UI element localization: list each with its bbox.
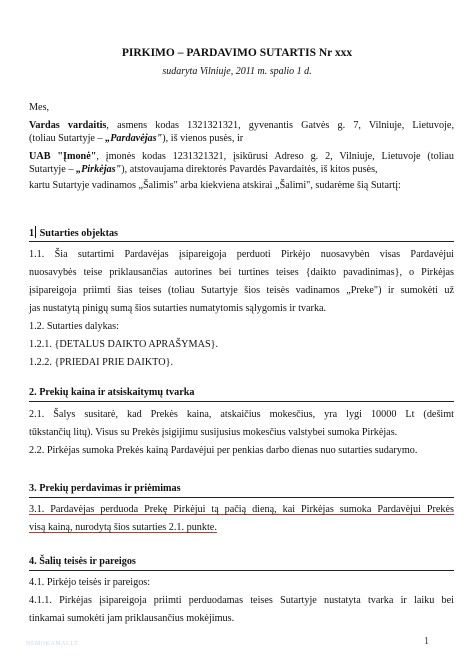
document-subtitle: sudaryta Vilniuje, 2011 m. spalio 1 d. — [162, 66, 312, 77]
buyer-name: UAB "Įmonė" — [29, 151, 97, 162]
buyer-role-suffix: ), atstovaujama direktorės Pavardės Pavardaitės, iš kitos pusės, — [121, 164, 378, 175]
clause-4-1-1-line2: tinkamai sumokėti jam priklausančius mokėjimus. — [29, 613, 235, 624]
section-1-number: 1 — [29, 228, 35, 239]
heading-underline — [29, 241, 454, 242]
clause-1-1-line2: nuosavybės teise priklausančias autorines bei turtines teises {daikto pavadinimas}, o Pirkėjas — [29, 267, 454, 278]
seller-paragraph-line2 — [29, 132, 243, 145]
page-number: 1 — [424, 636, 429, 647]
buyer-role-prefix: Sutartyje – — [29, 164, 76, 175]
clause-2-1-line1: 2.1. Šalys susitarė, kad Prekės kaina, atskaičius mokesčius, yra lygi 10000 Lt (dešimt — [29, 409, 454, 420]
seller-name: Vardas vardaitis — [29, 120, 107, 131]
clause-1-1-line4: jas nustatytą pinigų sumą šios sutarties numatytomis sąlygomis ir tvarka. — [29, 303, 327, 314]
section-4-heading — [29, 554, 454, 571]
heading-underline — [29, 570, 454, 571]
buyer-details: , įmonės kodas 1231321321, įsikūrusi Adreso g. 2, Vilniuje, Lietuvoje (toliau — [96, 151, 454, 162]
section-3-heading — [29, 481, 454, 498]
clause-3-1-line1: 3.1. Pardavėjas perduoda Prekę Pirkėjui tą pačią dieną, kai Pirkėjas sumoka Pardavėjui Prekės — [29, 504, 454, 515]
clause-1-2: 1.2. Sutarties dalykas: — [29, 321, 119, 332]
section-4-title: 4. Šalių teisės ir pareigos — [29, 556, 136, 567]
greeting-text: Mes, — [29, 102, 50, 113]
heading-underline — [29, 497, 454, 498]
watermark-logo: NEMOKAMAI.LT — [26, 641, 79, 647]
seller-role-prefix: (toliau Sutartyje – — [29, 133, 106, 144]
document-title: PIRKIMO – PARDAVIMO SUTARTIS Nr xxx — [121, 47, 353, 59]
clause-4-1: 4.1. Pirkėjo teisės ir pareigos: — [29, 577, 151, 588]
buyer-role: „Pirkėjas" — [75, 164, 122, 175]
clause-3-1-line2: visą kainą, nurodytą šios sutarties 2.1. punkte. — [29, 522, 217, 533]
clause-4-1-1-line1: 4.1.1. Pirkėjas įsipareigoja priimti perduodamas teises Sutartyje nustatyta tvarka ir laiku bei — [29, 595, 454, 606]
clause-2-2: 2.2. Pirkėjas sumoka Prekės kainą Pardavėjui per penkias darbo dienas nuo sutarties sudarymo. — [29, 445, 418, 456]
seller-details: , asmens kodas 1321321321, gyvenantis Gatvės g. 7, Vilniuje, Lietuvoje, — [106, 120, 454, 131]
buyer-paragraph-line2 — [29, 163, 378, 176]
clause-2-1-line2: tūkstančių litų). Visus su Prekės įsigijimu susijusius mokesčius valstybei sumoka Pirkėjas. — [29, 427, 398, 438]
seller-role-suffix: ), iš vienos pusės, ir — [162, 133, 244, 144]
section-2-title: 2. Prekių kaina ir atsiskaitymų tvarka — [29, 387, 195, 398]
section-3-title: 3. Prekių perdavimas ir priėmimas — [29, 483, 181, 494]
text-cursor — [35, 226, 36, 238]
clause-1-2-1: 1.2.1. {DETALUS DAIKTO APRAŠYMAS}. — [29, 339, 219, 350]
section-2-heading — [29, 385, 454, 402]
section-1-title: Sutarties objektas — [37, 228, 119, 239]
clause-1-2-2: 1.2.2. {PRIEDAI PRIE DAIKTO}. — [29, 357, 174, 368]
seller-paragraph-line1 — [29, 119, 454, 132]
buyer-paragraph-line1 — [29, 150, 454, 163]
parties-together-text: kartu Sutartyje vadinamos „Šalimis" arba kiekviena atskirai „Šalimi", sudarėme šią Sutartį: — [29, 180, 401, 191]
section-1-heading — [29, 225, 454, 242]
seller-role: „Pardavėjas" — [105, 133, 163, 144]
heading-underline — [29, 401, 454, 402]
clause-1-1-line1: 1.1. Šia sutartimi Pardavėjas įsipareigoja perduoti Pirkėjo nuosavybėn visas Pardavėjui — [29, 249, 454, 260]
clause-1-1-line3: įsipareigoja priimti šias teises (toliau Sutartyje šios teisės vadinamos „Preke") ir sumokėti už — [29, 285, 454, 296]
